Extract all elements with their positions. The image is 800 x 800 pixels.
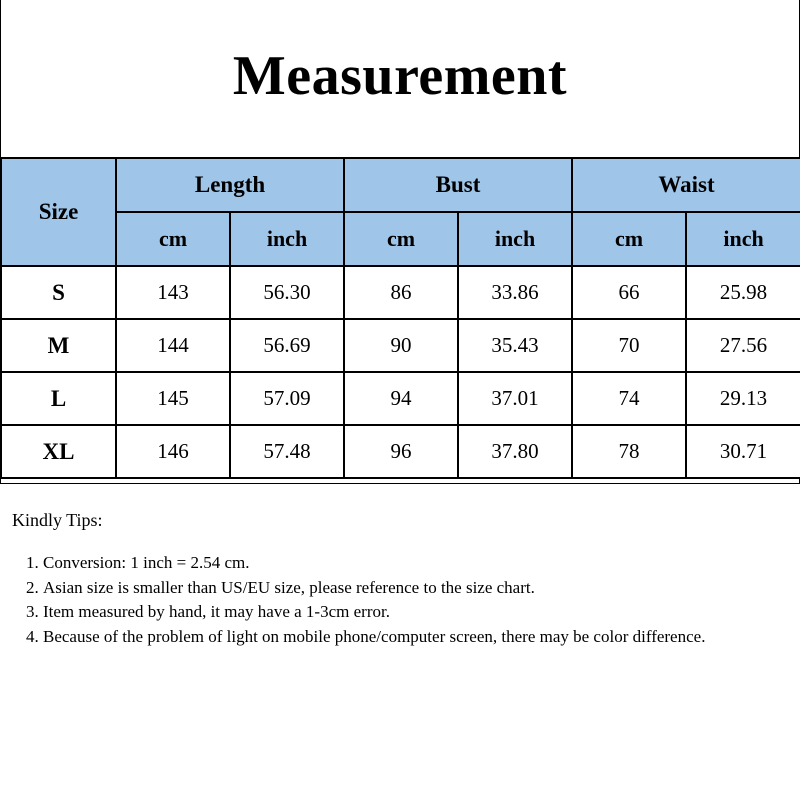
table-cell: 96	[344, 425, 458, 478]
list-item: 2. Asian size is smaller than US/EU size, please reference to the size chart.	[43, 576, 782, 601]
table-cell: 27.56	[686, 319, 800, 372]
list-item: 3. Item measured by hand, it may have a 1-3cm error.	[43, 600, 782, 625]
unit-header: inch	[686, 212, 800, 266]
table-cell: 90	[344, 319, 458, 372]
page-title: Measurement	[232, 44, 568, 107]
table-cell: 146	[116, 425, 230, 478]
table-cell: 78	[572, 425, 686, 478]
table-cell: 57.48	[230, 425, 344, 478]
unit-header: cm	[344, 212, 458, 266]
unit-header: cm	[572, 212, 686, 266]
unit-header: inch	[458, 212, 572, 266]
table-row	[1, 425, 800, 478]
table-cell: 94	[344, 372, 458, 425]
table-cell: 25.98	[686, 266, 800, 319]
table-cell: 37.01	[458, 372, 572, 425]
table-cell: 66	[572, 266, 686, 319]
table-cell: 74	[572, 372, 686, 425]
size-cell: S	[1, 266, 116, 319]
table-cell: 86	[344, 266, 458, 319]
table-cell: 56.30	[230, 266, 344, 319]
table-cell: 30.71	[686, 425, 800, 478]
length-group-header: Length	[116, 158, 344, 212]
table-cell: 37.80	[458, 425, 572, 478]
size-table	[0, 157, 800, 479]
table-row	[1, 372, 800, 425]
table-unit-row	[1, 212, 800, 266]
waist-group-header: Waist	[572, 158, 800, 212]
table-cell: 145	[116, 372, 230, 425]
size-cell: M	[1, 319, 116, 372]
list-item: 1. Conversion: 1 inch = 2.54 cm.	[43, 551, 782, 576]
table-cell: 35.43	[458, 319, 572, 372]
table-header-row	[1, 158, 800, 212]
tips-list	[12, 551, 782, 649]
table-cell: 144	[116, 319, 230, 372]
table-cell: 57.09	[230, 372, 344, 425]
bust-group-header: Bust	[344, 158, 572, 212]
table-cell: 33.86	[458, 266, 572, 319]
table-row	[1, 266, 800, 319]
tips-section	[12, 510, 782, 649]
table-cell: 56.69	[230, 319, 344, 372]
table-cell: 29.13	[686, 372, 800, 425]
size-cell: L	[1, 372, 116, 425]
tips-title: Kindly Tips:	[12, 510, 103, 530]
size-column-header: Size	[1, 158, 116, 266]
unit-header: inch	[230, 212, 344, 266]
list-item: 4. Because of the problem of light on mobile phone/computer screen, there may be color difference.	[43, 625, 782, 650]
table-cell: 143	[116, 266, 230, 319]
unit-header: cm	[116, 212, 230, 266]
size-cell: XL	[1, 425, 116, 478]
table-row	[1, 319, 800, 372]
table-cell: 70	[572, 319, 686, 372]
